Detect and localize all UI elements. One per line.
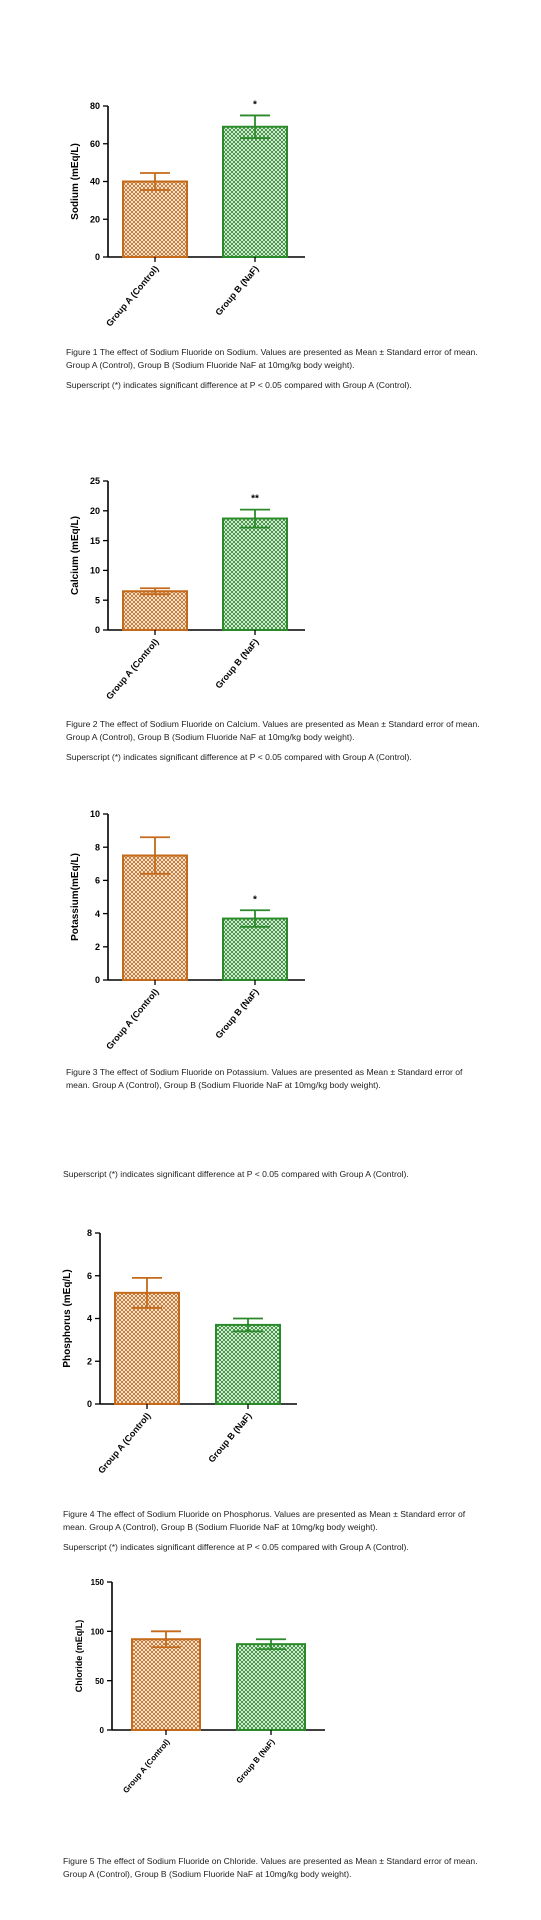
y-tick-label: 4 (94, 908, 100, 919)
y-tick-label: 8 (86, 1228, 92, 1239)
y-tick-label: 0 (86, 1399, 92, 1410)
bar-group-a (132, 1639, 200, 1730)
figure-3-caption: Figure 3 The effect of Sodium Fluoride on Potassium. Values are presented as Mean ± Standard error of mean. Group A (Control), Group B (Sodium Fluoride NaF at 10mg/kg body weight). (66, 1067, 463, 1090)
x-tick-label: Group A (Control) (96, 1410, 153, 1476)
x-tick-label: Group A (Control) (104, 636, 161, 702)
y-tick-label: 0 (94, 252, 100, 263)
figure-4-superscript-note: Superscript (*) indicates significant difference at P < 0.05 compared with Group A (Control). (63, 1542, 409, 1552)
bar-group-b (237, 1644, 305, 1730)
y-axis-label: Phosphorus (mEq/L) (62, 1269, 73, 1368)
x-tick-label: Group B (NaF) (206, 1410, 254, 1465)
x-tick-label: Group A (Control) (104, 986, 161, 1052)
y-tick-label: 10 (89, 565, 100, 576)
y-tick-label: 8 (94, 842, 100, 853)
figure-1-superscript-note: Superscript (*) indicates significant difference at P < 0.05 compared with Group A (Control). (66, 380, 412, 390)
x-tick-label: Group A (Control) (104, 263, 161, 329)
y-tick-label: 0 (99, 1726, 104, 1736)
y-tick-label: 40 (89, 176, 100, 187)
significance-marker: * (253, 894, 257, 906)
figure-2-superscript-note: Superscript (*) indicates significant difference at P < 0.05 compared with Group A (Control). (66, 752, 412, 762)
figure-1-caption: Figure 1 The effect of Sodium Fluoride on Sodium. Values are presented as Mean ± Standard error of mean. Group A (Control), Group B (Sodium Fluoride NaF at 10mg/kg body weight). (66, 347, 478, 370)
y-tick-label: 15 (89, 535, 100, 546)
y-axis-label: Potassium(mEq/L) (70, 853, 81, 941)
y-tick-label: 25 (89, 476, 100, 487)
y-tick-label: 100 (90, 1627, 104, 1637)
y-tick-label: 5 (94, 595, 100, 606)
figure-4-caption: Figure 4 The effect of Sodium Fluoride on Phosphorus. Values are presented as Mean ± Standard error of mean. Group A (Control), Group B (Sodium Fluoride NaF at 10mg/kg body weight). (63, 1509, 466, 1532)
y-tick-label: 0 (94, 975, 100, 986)
y-tick-label: 2 (94, 942, 100, 952)
significance-marker: ** (251, 493, 259, 505)
figure-5-caption: Figure 5 The effect of Sodium Fluoride on Chloride. Values are presented as Mean ± Standard error of mean. Group A (Control), Group B (Sodium Fluoride NaF at 10mg/kg body weight). (63, 1856, 478, 1879)
y-tick-label: 6 (94, 875, 100, 886)
figure-2-caption: Figure 2 The effect of Sodium Fluoride on Calcium. Values are presented as Mean ± Standard error of mean. Group A (Control), Group B (Sodium Fluoride NaF at 10mg/kg body weight). (66, 719, 480, 742)
y-axis-label: Calcium (mEq/L) (70, 516, 81, 595)
y-tick-label: 20 (89, 506, 100, 516)
x-tick-label: Group A (Control) (121, 1737, 172, 1795)
figure-3-superscript-note: Superscript (*) indicates significant difference at P < 0.05 compared with Group A (Control). (63, 1169, 409, 1179)
x-tick-label: Group B (NaF) (213, 263, 261, 318)
y-axis-label: Chloride (mEq/L) (74, 1619, 84, 1693)
y-tick-label: 0 (94, 625, 100, 636)
y-tick-label: 60 (89, 138, 100, 149)
x-tick-label: Group B (NaF) (213, 636, 261, 691)
y-tick-label: 20 (89, 214, 100, 225)
y-tick-label: 50 (95, 1676, 104, 1686)
y-tick-label: 10 (89, 809, 100, 820)
y-tick-label: 150 (90, 1578, 104, 1588)
x-tick-label: Group B (NaF) (234, 1737, 277, 1786)
x-tick-label: Group B (NaF) (213, 986, 261, 1041)
y-tick-label: 2 (86, 1356, 92, 1367)
significance-marker: * (253, 99, 257, 111)
y-tick-label: 4 (86, 1313, 92, 1324)
y-tick-label: 80 (89, 101, 100, 112)
y-tick-label: 6 (86, 1270, 92, 1281)
y-axis-label: Sodium (mEq/L) (70, 143, 81, 220)
